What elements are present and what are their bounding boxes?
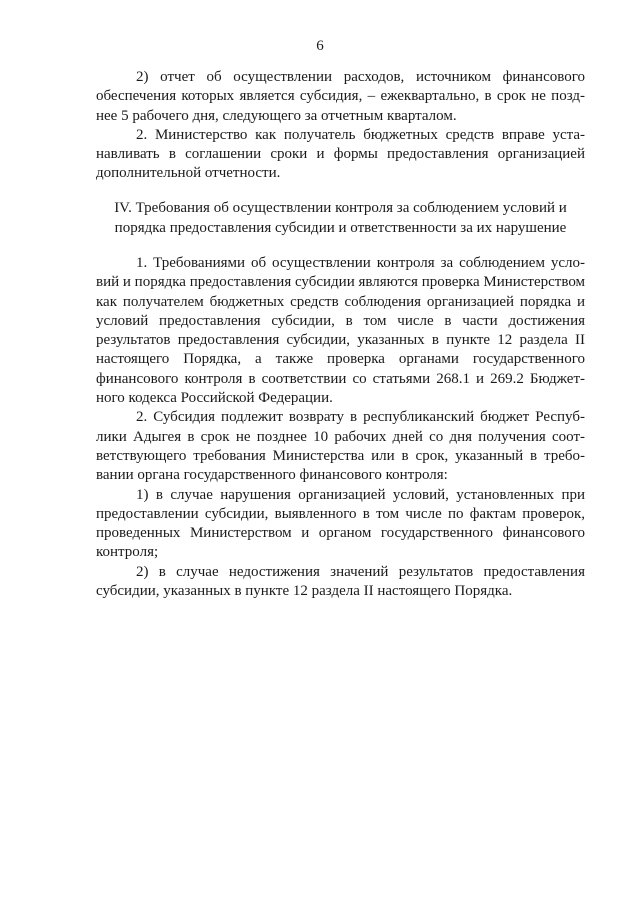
text-line: субсидии, указанных в пункте 12 раздела II настоящего Порядка. [96, 583, 513, 600]
text-line: вании органа государственного финансового контроля: [96, 467, 448, 484]
text-line: результатов предоставления субсидии, указанных в пункте 12 раздела II [96, 332, 585, 349]
text-line: дополнительной отчетности. [96, 165, 281, 182]
text-line: настоящего Порядка, а также проверка органами государственного [96, 351, 585, 368]
text-line: 2. Министерство как получатель бюджетных средств вправе уста- [136, 126, 585, 143]
text-line: нее 5 рабочего дня, следующего за отчетным кварталом. [96, 107, 457, 124]
text-line: финансового контроля в соответствии со статьями 268.1 и 269.2 Бюджет- [96, 370, 585, 387]
text-line: вий и порядка предоставления субсидии являются проверка Министерством [96, 274, 586, 291]
text-line: навливать в соглашении сроки и формы предоставления организацией [96, 146, 585, 163]
text-line: как получателем бюджетных средств соблюдения организацией порядка и [96, 293, 585, 310]
heading-line: порядка предоставления субсидии и ответственности за их нарушение [114, 220, 567, 236]
text-line: условий предоставления субсидии, в том числе в части достижения [96, 312, 585, 329]
text-line: 2) в случае недостижения значений результатов предоставления [136, 563, 585, 580]
text-line: 2) отчет об осуществлении расходов, источником финансового [136, 69, 585, 85]
reporting-paragraphs [96, 68, 585, 184]
text-line: лики Адыгея в срок не позднее 10 рабочих дней со дня получения соот- [96, 428, 585, 445]
text-line: 1) в случае нарушения организацией условий, установленных при [136, 486, 585, 503]
text-line: обеспечения которых является субсидия, – ежеквартально, в срок не позд- [96, 88, 585, 105]
page-number: 6 [316, 38, 324, 54]
section-heading [96, 198, 585, 238]
control-requirements-paragraphs [96, 254, 585, 601]
text-line: 1. Требованиями об осуществлении контроля за соблюдением усло- [136, 255, 585, 271]
text-line: ветствующего требования Министерства или в срок, указанный в требо- [96, 447, 585, 464]
text-line: 2. Субсидия подлежит возврату в республиканский бюджет Респуб- [136, 409, 585, 426]
text-line: контроля; [96, 544, 159, 561]
text-line: проведенных Министерством и органом государственного финансового [96, 525, 585, 542]
text-line: ного кодекса Российской Федерации. [96, 390, 333, 407]
text-line: предоставлении субсидии, выявленного в том числе по фактам проверок, [96, 505, 585, 522]
heading-line: IV. Требования об осуществлении контроля за соблюдением условий и [114, 200, 567, 216]
